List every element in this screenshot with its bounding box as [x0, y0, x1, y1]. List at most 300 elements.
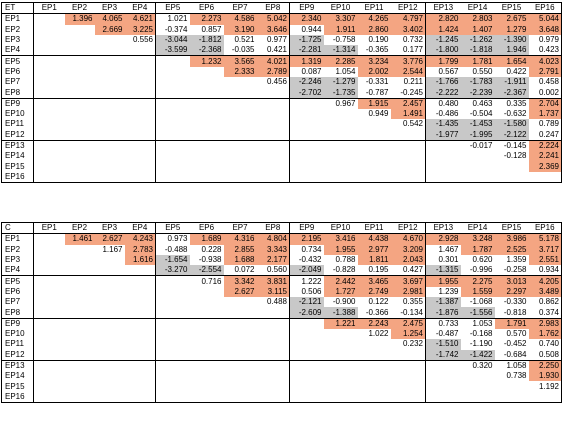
matrix-cell: [34, 109, 65, 119]
table-row: [2, 234, 562, 245]
matrix-cell: -1.262: [461, 35, 495, 45]
matrix-cell: [125, 307, 156, 318]
matrix-cell: 5.042: [257, 14, 290, 25]
matrix-cell: [257, 318, 290, 329]
matrix-cell: [290, 371, 324, 381]
matrix-cell: [224, 151, 257, 161]
row-header: EP15: [2, 161, 34, 171]
matrix-cell: [426, 392, 461, 403]
matrix-cell: [461, 392, 495, 403]
table-row: [2, 276, 562, 287]
matrix-cell: [95, 119, 125, 129]
column-header: EP2: [65, 223, 95, 234]
matrix-cell: 0.301: [438, 255, 459, 265]
matrix-cell: 4.316: [224, 234, 257, 245]
matrix-cell: 3.248: [461, 234, 495, 245]
matrix-cell: -1.818: [461, 45, 495, 56]
matrix-cell: -1.435: [426, 119, 461, 129]
matrix-cell: [34, 307, 65, 318]
matrix-cell: [156, 151, 190, 161]
matrix-cell: [257, 130, 290, 141]
matrix-cell: [257, 381, 290, 391]
matrix-cell: [125, 87, 156, 98]
matrix-cell: 1.407: [461, 25, 495, 35]
matrix-cell: [156, 329, 190, 339]
matrix-cell: 0.190: [368, 35, 389, 45]
matrix-cell: 3.013: [495, 276, 529, 287]
matrix-cell: 0.862: [538, 297, 559, 307]
matrix-cell: -0.365: [358, 45, 391, 56]
matrix-cell: [95, 318, 125, 329]
matrix-cell: 0.977: [257, 35, 290, 45]
row-header: EP7: [2, 297, 34, 307]
column-header: EP3: [95, 3, 125, 14]
matrix-cell: 3.115: [257, 287, 290, 297]
matrix-cell: [125, 318, 156, 329]
matrix-cell: 0.949: [368, 109, 389, 119]
matrix-cell: [65, 98, 95, 109]
matrix-cell: 0.458: [538, 77, 559, 87]
matrix-cell: [156, 109, 190, 119]
matrix-cell: [358, 119, 391, 129]
matrix-cell: [426, 140, 461, 151]
matrix-cell: [125, 371, 156, 381]
matrix-cell: [65, 140, 95, 151]
matrix-cell: [190, 140, 224, 151]
matrix-cell: 3.416: [324, 234, 358, 245]
matrix-cell: -1.387: [426, 297, 461, 307]
matrix-cell: 0.422: [506, 66, 527, 76]
matrix-cell: 2.675: [495, 14, 529, 25]
matrix-cell: [190, 329, 224, 339]
matrix-cell: [290, 360, 324, 371]
matrix-cell: -1.800: [426, 45, 461, 56]
matrix-cell: 4.205: [529, 276, 562, 287]
matrix-cell: 0.788: [335, 255, 356, 265]
table-row: [2, 45, 562, 56]
column-header: EP4: [125, 3, 156, 14]
matrix-cell: 2.275: [461, 276, 495, 287]
matrix-cell: 1.799: [426, 56, 461, 67]
matrix-cell: [95, 350, 125, 361]
matrix-cell: 2.627: [224, 287, 257, 297]
matrix-cell: [358, 360, 391, 371]
matrix-cell: 3.565: [224, 56, 257, 67]
matrix-cell: [65, 287, 95, 297]
matrix-cell: [190, 392, 224, 403]
matrix-cell: 3.465: [358, 276, 391, 287]
table-row: [2, 329, 562, 339]
matrix-cell: [290, 140, 324, 151]
column-header: EP1: [34, 3, 65, 14]
matrix-cell: 3.342: [224, 276, 257, 287]
matrix-cell: [125, 339, 156, 349]
matrix-cell: 1.319: [290, 56, 324, 67]
matrix-cell: [95, 45, 125, 56]
matrix-cell: -1.742: [426, 350, 461, 361]
matrix-cell: [65, 25, 95, 35]
matrix-cell: 1.955: [324, 245, 358, 255]
table-row: [2, 87, 562, 98]
matrix-cell: [224, 297, 257, 307]
matrix-cell: 1.021: [167, 14, 188, 24]
matrix-cell: -0.128: [503, 151, 527, 161]
matrix-cell: -2.702: [290, 87, 324, 98]
matrix-cell: 0.733: [438, 318, 459, 328]
table-row: [2, 287, 562, 297]
matrix-cell: [190, 307, 224, 318]
matrix-cell: -0.366: [358, 307, 391, 318]
row-header: EP6: [2, 67, 34, 77]
matrix-cell: [156, 67, 190, 77]
matrix-cell: [65, 360, 95, 371]
row-header: EP4: [2, 45, 34, 56]
matrix-cell: [324, 109, 358, 119]
matrix-cell: 0.979: [538, 35, 559, 45]
matrix-cell: [190, 381, 224, 391]
matrix-cell: [65, 371, 95, 381]
matrix-cell: 1.689: [190, 234, 224, 245]
matrix-cell: [125, 392, 156, 403]
matrix-cell: 2.791: [529, 67, 562, 77]
row-header: EP15: [2, 381, 34, 391]
matrix-cell: [34, 45, 65, 56]
matrix-cell: -2.049: [290, 265, 324, 276]
matrix-cell: -2.281: [290, 45, 324, 56]
matrix-label: C: [2, 223, 34, 234]
matrix-cell: [324, 350, 358, 361]
matrix-cell: [156, 276, 190, 287]
matrix-cell: 3.697: [391, 276, 426, 287]
matrix-cell: [358, 339, 391, 349]
matrix-cell: 0.355: [391, 297, 426, 307]
matrix-cell: -1.068: [469, 297, 493, 307]
matrix-cell: 1.022: [368, 329, 389, 339]
table-row: [2, 35, 562, 45]
matrix-cell: [125, 109, 156, 119]
row-header: EP12: [2, 350, 34, 361]
row-header: EP13: [2, 360, 34, 371]
matrix-cell: 4.265: [358, 14, 391, 25]
matrix-cell: -0.758: [332, 35, 356, 45]
matrix-cell: [95, 172, 125, 183]
matrix-cell: [324, 339, 358, 349]
matrix-cell: [426, 151, 461, 161]
matrix-cell: [324, 130, 358, 141]
matrix-cell: [95, 77, 125, 87]
matrix-cell: 0.488: [257, 297, 290, 307]
matrix-cell: [34, 87, 65, 98]
matrix-cell: 1.424: [426, 25, 461, 35]
matrix-cell: [257, 339, 290, 349]
matrix-cell: [34, 371, 65, 381]
matrix-cell: 2.983: [529, 318, 562, 329]
matrix-cell: [224, 381, 257, 391]
row-header: EP10: [2, 109, 34, 119]
matrix-cell: [156, 297, 190, 307]
matrix-cell: [426, 360, 461, 371]
matrix-cell: -1.876: [426, 307, 461, 318]
matrix-cell: 2.241: [529, 151, 562, 161]
row-header: EP14: [2, 371, 34, 381]
matrix-cell: [95, 287, 125, 297]
matrix-cell: 4.670: [391, 234, 426, 245]
matrix-cell: [34, 234, 65, 245]
matrix-cell: [65, 130, 95, 141]
column-header: EP12: [391, 3, 426, 14]
matrix-cell: -1.911: [495, 77, 529, 87]
matrix-cell: 1.232: [190, 56, 224, 67]
matrix-cell: [290, 109, 324, 119]
matrix-cell: [290, 151, 324, 161]
matrix-cell: 2.273: [190, 14, 224, 25]
matrix-cell: [95, 35, 125, 45]
matrix-cell: 0.247: [529, 130, 562, 141]
matrix-cell: [324, 329, 358, 339]
matrix-cell: 0.463: [472, 98, 493, 108]
matrix-cell: 0.374: [529, 307, 562, 318]
matrix-cell: 2.442: [324, 276, 358, 287]
matrix-cell: [34, 265, 65, 276]
matrix-cell: [224, 98, 257, 109]
table-row: [2, 119, 562, 129]
matrix-cell: [65, 276, 95, 287]
matrix-cell: [257, 109, 290, 119]
matrix-cell: [34, 140, 65, 151]
matrix-cell: [324, 161, 358, 171]
matrix-cell: [65, 172, 95, 183]
matrix-cell: [190, 109, 224, 119]
column-header: EP13: [426, 223, 461, 234]
table-row: [2, 14, 562, 25]
matrix-cell: [125, 130, 156, 141]
matrix-cell: [290, 381, 324, 391]
matrix-cell: [156, 140, 190, 151]
column-header: EP1: [34, 223, 65, 234]
matrix-cell: [257, 360, 290, 371]
matrix-cell: -1.315: [426, 265, 461, 276]
matrix-cell: 0.734: [301, 244, 322, 254]
matrix-cell: -1.453: [461, 119, 495, 129]
matrix-cell: [65, 151, 95, 161]
table-row: [2, 130, 562, 141]
matrix-cell: [65, 255, 95, 265]
matrix-cell: -0.818: [495, 307, 529, 318]
matrix-cell: 2.457: [391, 98, 426, 109]
matrix-cell: [65, 329, 95, 339]
column-header: EP13: [426, 3, 461, 14]
matrix-cell: 0.232: [391, 339, 426, 349]
matrix-cell: 2.195: [290, 234, 324, 245]
matrix-cell: [190, 161, 224, 171]
matrix-cell: [125, 381, 156, 391]
matrix-cell: [95, 276, 125, 287]
matrix-cell: [224, 350, 257, 361]
matrix-cell: -1.977: [426, 130, 461, 141]
matrix-cell: -0.145: [503, 141, 527, 150]
matrix-cell: [125, 276, 156, 287]
matrix-cell: [224, 77, 257, 87]
column-header: EP11: [358, 223, 391, 234]
matrix-cell: 0.542: [391, 119, 426, 129]
matrix-cell: 3.307: [324, 14, 358, 25]
matrix-cell: 0.456: [257, 77, 290, 87]
matrix-cell: 1.461: [65, 234, 95, 245]
matrix-cell: 1.911: [324, 25, 358, 35]
matrix-cell: 1.058: [506, 361, 527, 370]
matrix-cell: 0.508: [529, 350, 562, 361]
matrix-cell: [190, 98, 224, 109]
matrix-cell: [224, 318, 257, 329]
matrix-cell: 0.973: [167, 234, 188, 244]
matrix-cell: -0.486: [435, 109, 459, 119]
matrix-cell: 2.369: [529, 161, 562, 171]
matrix-cell: [65, 318, 95, 329]
matrix-cell: -1.245: [426, 35, 461, 45]
matrix-cell: 4.438: [358, 234, 391, 245]
row-header: EP3: [2, 35, 34, 45]
matrix-cell: 1.781: [461, 56, 495, 67]
matrix-cell: 2.250: [529, 360, 562, 371]
matrix-cell: [65, 87, 95, 98]
matrix-cell: -0.828: [324, 265, 358, 276]
matrix-cell: -1.725: [290, 35, 324, 45]
table-row: [2, 381, 562, 391]
table-row: [2, 151, 562, 161]
matrix-cell: 2.285: [324, 56, 358, 67]
matrix-cell: -2.609: [290, 307, 324, 318]
matrix-cell: 2.525: [495, 245, 529, 255]
matrix-cell: 0.550: [472, 66, 493, 76]
row-header: EP1: [2, 14, 34, 25]
matrix-cell: [495, 392, 529, 403]
matrix-cell: [190, 151, 224, 161]
matrix-cell: 4.621: [125, 14, 156, 25]
matrix-cell: 2.177: [257, 255, 290, 265]
column-header: EP5: [156, 3, 190, 14]
matrix-cell: [358, 172, 391, 183]
matrix-cell: 1.654: [495, 56, 529, 67]
matrix-cell: 2.043: [391, 255, 426, 265]
matrix-cell: 1.396: [65, 14, 95, 25]
matrix-cell: [224, 109, 257, 119]
row-header: EP7: [2, 77, 34, 87]
matrix-cell: [358, 392, 391, 403]
matrix-cell: -1.556: [461, 307, 495, 318]
matrix-cell: -0.245: [391, 87, 426, 98]
matrix-cell: [290, 130, 324, 141]
matrix-cell: [224, 339, 257, 349]
matrix-cell: [65, 45, 95, 56]
matrix-cell: [190, 360, 224, 371]
matrix-cell: -0.488: [164, 244, 188, 254]
row-header: EP11: [2, 339, 34, 349]
matrix-cell: 2.820: [426, 14, 461, 25]
matrix-cell: [95, 265, 125, 276]
matrix-cell: 5.178: [529, 234, 562, 245]
matrix-cell: [290, 329, 324, 339]
matrix-cell: 2.704: [529, 98, 562, 109]
matrix-cell: [257, 87, 290, 98]
matrix-cell: 1.053: [472, 318, 493, 328]
matrix-cell: [95, 109, 125, 119]
matrix-cell: 2.551: [529, 255, 562, 265]
matrix-cell: [95, 339, 125, 349]
matrix-cell: [95, 67, 125, 77]
matrix-cell: [34, 161, 65, 171]
header-row: [2, 223, 562, 234]
matrix-cell: -0.787: [358, 87, 391, 98]
matrix-cell: [125, 77, 156, 87]
matrix-cell: 4.804: [257, 234, 290, 245]
matrix-cell: [495, 172, 529, 183]
column-header: EP9: [290, 3, 324, 14]
row-header: EP8: [2, 307, 34, 318]
matrix-cell: [257, 371, 290, 381]
matrix-cell: 0.002: [529, 87, 562, 98]
column-header: EP16: [529, 3, 562, 14]
matrix-cell: 3.402: [391, 25, 426, 35]
matrix-cell: -0.432: [298, 255, 322, 265]
matrix-cell: [34, 56, 65, 67]
matrix-cell: 2.783: [125, 245, 156, 255]
matrix-cell: 0.934: [529, 265, 562, 276]
matrix-cell: [190, 172, 224, 183]
matrix-cell: [156, 381, 190, 391]
matrix-cell: 3.717: [529, 245, 562, 255]
matrix-cell: -1.190: [469, 339, 493, 349]
matrix-cell: [34, 119, 65, 129]
matrix-cell: [125, 172, 156, 183]
matrix-cell: [65, 339, 95, 349]
matrix-cell: [95, 140, 125, 151]
matrix-cell: 0.789: [538, 119, 559, 129]
matrix-cell: [65, 56, 95, 67]
matrix-cell: -2.122: [495, 130, 529, 141]
matrix-cell: [125, 329, 156, 339]
matrix-cell: [391, 392, 426, 403]
matrix-cell: [190, 130, 224, 141]
table-row: [2, 25, 562, 35]
matrix-cell: 2.669: [95, 25, 125, 35]
matrix-cell: [34, 25, 65, 35]
matrix-cell: -3.270: [156, 265, 190, 276]
matrix-cell: -2.239: [461, 87, 495, 98]
table-row: [2, 56, 562, 67]
column-header: EP5: [156, 223, 190, 234]
matrix-cell: [257, 350, 290, 361]
et-matrix-table: [1, 2, 562, 183]
matrix-cell: 0.423: [529, 45, 562, 56]
matrix-cell: 2.002: [358, 67, 391, 77]
matrix-cell: 1.811: [358, 255, 391, 265]
matrix-cell: [125, 287, 156, 297]
matrix-cell: [34, 172, 65, 183]
matrix-cell: 3.209: [391, 245, 426, 255]
matrix-cell: [358, 350, 391, 361]
matrix-cell: 3.343: [257, 245, 290, 255]
column-header: EP14: [461, 3, 495, 14]
matrix-cell: 2.333: [224, 67, 257, 77]
matrix-cell: -0.996: [461, 265, 495, 276]
column-header: EP12: [391, 223, 426, 234]
matrix-cell: -1.812: [190, 35, 224, 45]
matrix-cell: [34, 392, 65, 403]
row-header: EP9: [2, 318, 34, 329]
table-row: [2, 371, 562, 381]
matrix-cell: [224, 360, 257, 371]
matrix-cell: [95, 392, 125, 403]
